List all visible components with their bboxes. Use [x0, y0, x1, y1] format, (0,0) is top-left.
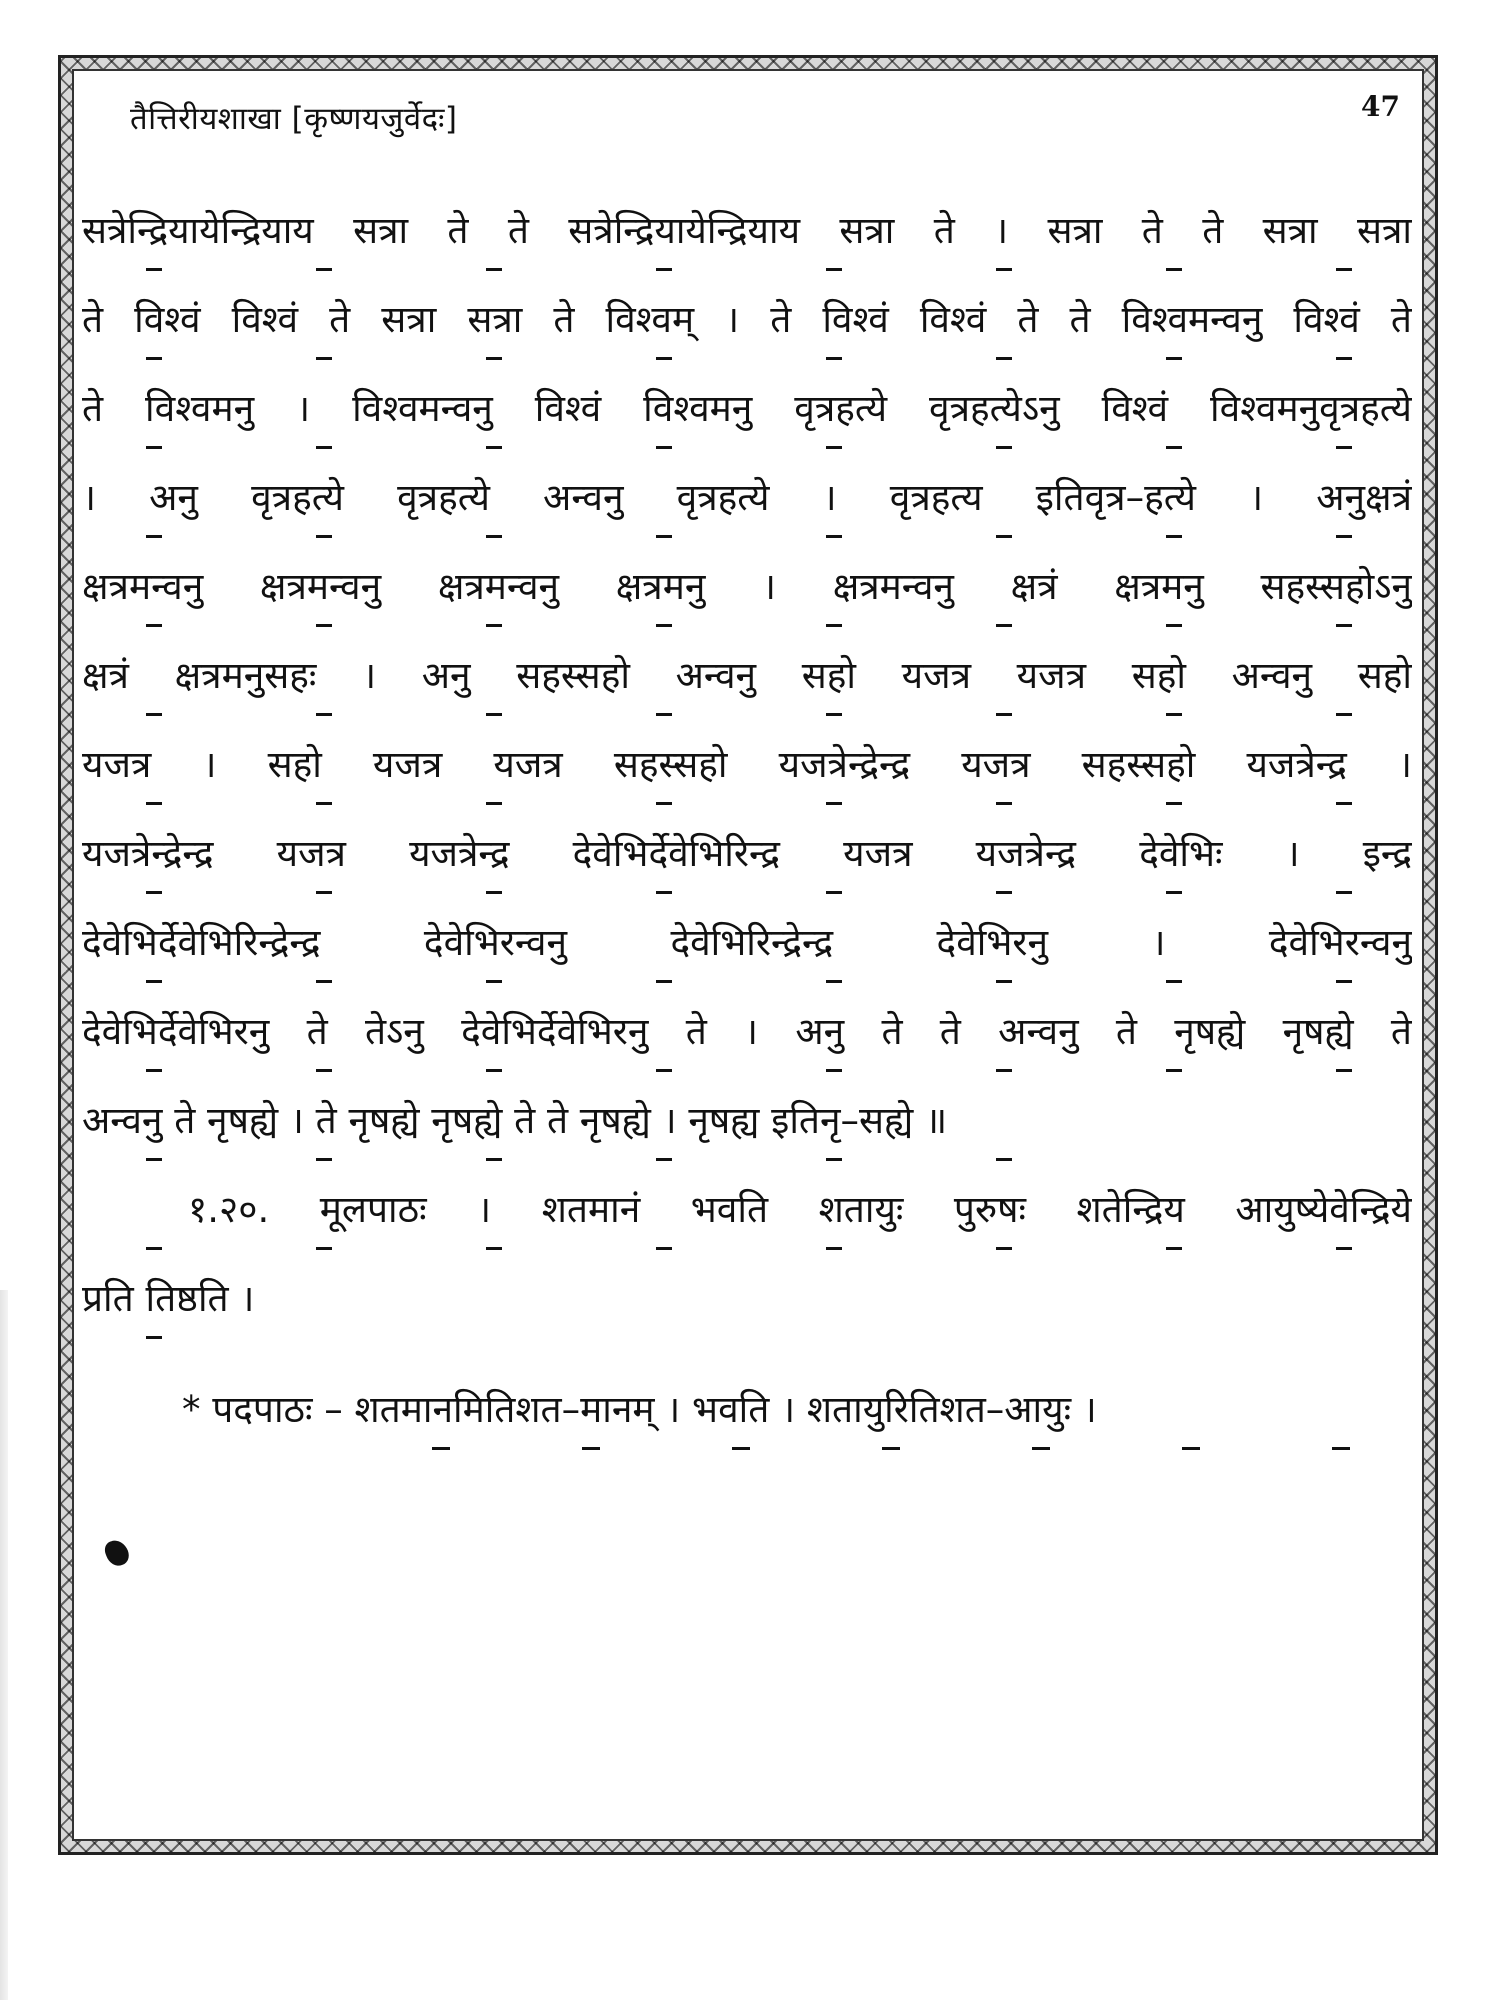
krama-line: सत्रेन्द्रियायेन्द्रियाय सत्रा ते ते सत्रेन्द्रियायेन्द्रियाय सत्रा ते । सत्रा ते ते सत्रा सत्रा: [82, 196, 1412, 285]
padapatha-line: * पदपाठः – शतमानमितिशत–मानम् । भवति । शतायुरितिशत–आयुः ।: [82, 1375, 1412, 1455]
krama-line: यजत्रेन्द्रेन्द्र यजत्र यजत्रेन्द्र देवेभिर्देवेभिरिन्द्र यजत्र यजत्रेन्द्र देवेभिः । इन्द्र: [82, 819, 1412, 908]
scanner-edge: [0, 1290, 8, 2000]
body-text: [82, 196, 1412, 1455]
krama-line: क्षत्रं क्षत्रमनुसहः । अनु सहस्सहो अन्वनु सहो यजत्र यजत्र सहो अन्वनु सहो: [82, 641, 1412, 730]
krama-line: ते विश्वं विश्वं ते सत्रा सत्रा ते विश्वम् । ते विश्वं विश्वं ते ते विश्वमन्वनु विश्वं ते: [82, 285, 1412, 374]
krama-line: देवेभिर्देवेभिरिन्द्रेन्द्र देवेभिरन्वनु देवेभिरिन्द्रेन्द्र देवेभिरनु । देवेभिरन्वनु: [82, 908, 1412, 997]
krama-line: ते विश्वमनु । विश्वमन्वनु विश्वं विश्वमनु वृत्रहत्ये वृत्रहत्येऽनु विश्वं विश्वमनुवृत्रहत्ये: [82, 374, 1412, 463]
mulapatha-line: १.२०. मूलपाठः । शतमानं भवति शतायुः पुरुषः शतेन्द्रिय आयुष्येवेन्द्रिये: [82, 1175, 1412, 1264]
krama-line: अन्वनु ते नृषह्ये । ते नृषह्ये नृषह्ये ते ते नृषह्ये । नृषह्य इतिनृ–सह्ये ॥: [82, 1086, 1412, 1175]
krama-line: । अनु वृत्रहत्ये वृत्रहत्ये अन्वनु वृत्रहत्ये । वृत्रहत्य इतिवृत्र–हत्ये । अनुक्षत्रं: [82, 463, 1412, 552]
krama-line: क्षत्रमन्वनु क्षत्रमन्वनु क्षत्रमन्वनु क्षत्रमनु । क्षत्रमन्वनु क्षत्रं क्षत्रमनु सहस्सहोऽनु: [82, 552, 1412, 641]
mulapatha-line: प्रति तिष्ठति ।: [82, 1264, 1412, 1353]
krama-line: यजत्र । सहो यजत्र यजत्र सहस्सहो यजत्रेन्द्रेन्द्र यजत्र सहस्सहो यजत्रेन्द्र ।: [82, 730, 1412, 819]
running-title: तैत्तिरीयशाखा [कृष्णयजुर्वेदः]: [130, 101, 458, 137]
krama-line: देवेभिर्देवेभिरनु ते तेऽनु देवेभिर्देवेभिरनु ते । अनु ते ते अन्वनु ते नृषह्ये नृषह्ये ते: [82, 997, 1412, 1086]
page-number: 47: [1361, 90, 1400, 123]
